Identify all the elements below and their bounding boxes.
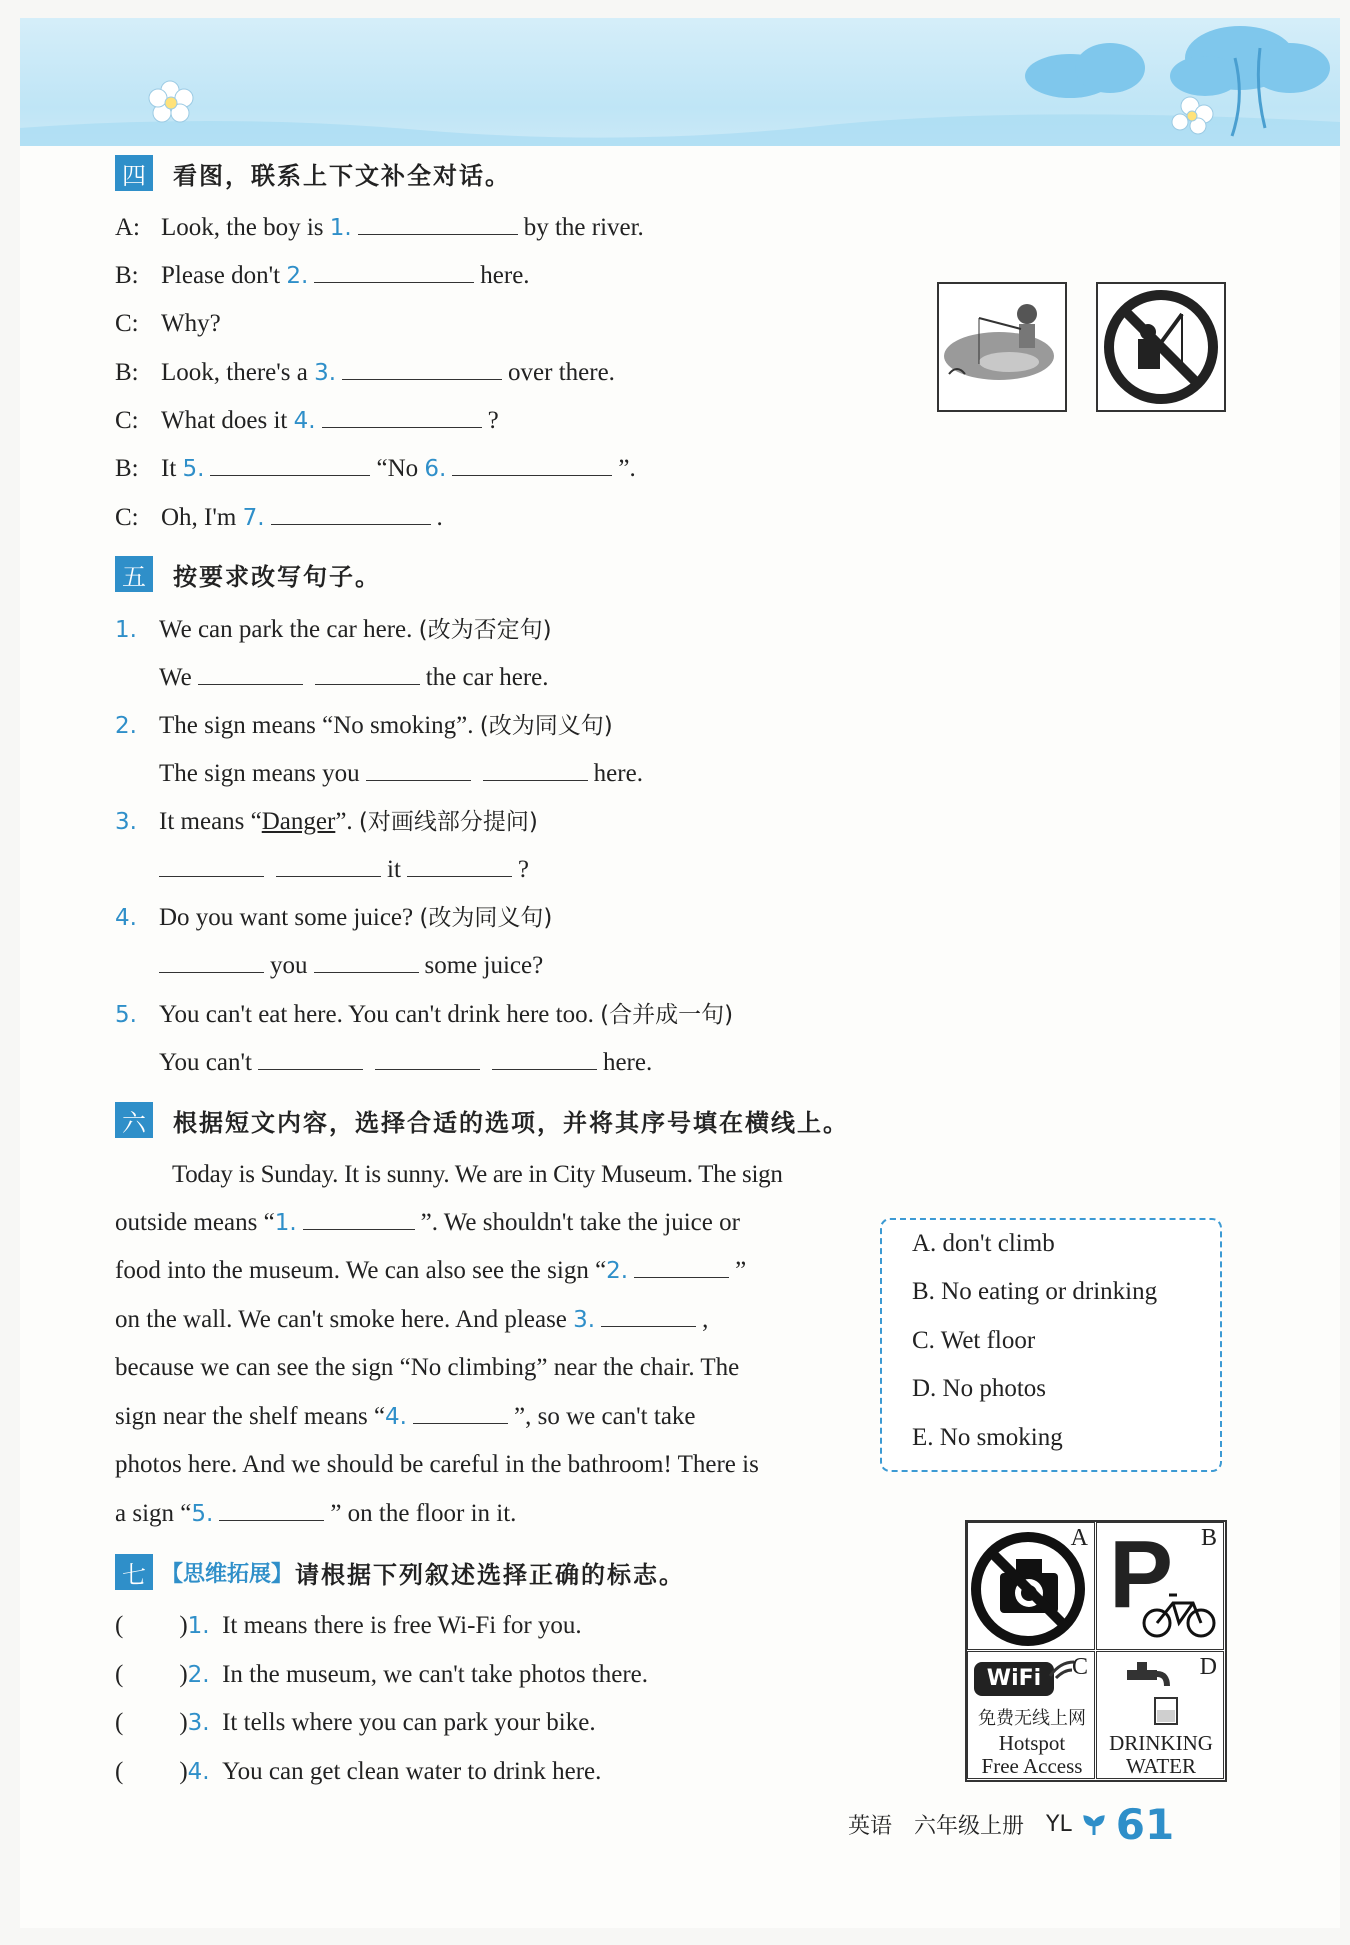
answer-blank[interactable] [159,854,264,877]
dialogue-line: B: It 5. “No 6. ”. [115,455,636,482]
thinking-tag: 【思维拓展】 [161,1560,294,1587]
sign-question: ( )1. It means there is free Wi-Fi for you. [115,1612,582,1639]
rewrite-answer: it ? [153,852,529,888]
answer-blank[interactable] [366,758,471,781]
passage-line: because we can see the sign “No climbing” near the chair. The [115,1354,740,1381]
option-e[interactable]: E. No smoking [912,1424,1063,1451]
footer-grade: 六年级上册 [914,1814,1025,1839]
passage-line: outside means “1. ”. We shouldn't take the juice or [115,1209,740,1236]
cloud-icon [1025,26,1330,98]
option-d[interactable]: D. No photos [912,1375,1047,1402]
section-title: 根据短文内容，选择合适的选项，并将其序号填在横线上。 [173,1108,849,1137]
answer-blank[interactable] [159,950,264,973]
answer-blank[interactable] [314,260,474,283]
rewrite-question: 3. It means “Danger”. (对画线部分提问) [115,808,538,835]
page-number: 61 [1115,1800,1175,1849]
section-5-header [115,556,381,592]
parking-p: P [1109,1521,1174,1628]
answer-blank[interactable] [198,662,303,685]
rewrite-question: 4. Do you want some juice? (改为同义句) [115,904,553,931]
rewrite-answer: You can't here. [159,1049,653,1076]
answer-blank[interactable] [407,854,512,877]
section-badge: 五 [115,556,153,592]
sign-a-no-photos: A [967,1522,1095,1650]
option-a[interactable]: A. don't climb [912,1230,1055,1257]
passage-line: on the wall. We can't smoke here. And please 3. , [115,1306,709,1333]
signs-grid [965,1520,1227,1782]
sign-d-drinking-water: D DRINKING WATER [1096,1651,1224,1779]
section-4-header [115,155,511,191]
answer-blank[interactable] [358,212,518,235]
section-title: 看图，联系上下文补全对话。 [173,161,511,190]
passage-line: Today is Sunday. It is sunny. We are in City Museum. The sign [172,1161,783,1188]
answer-blank[interactable] [210,453,370,476]
section-title: 按要求改写句子。 [173,562,381,591]
answer-blank[interactable] [258,1047,363,1070]
sign-question: ( )4. You can get clean water to drink here. [115,1758,602,1785]
option-c[interactable]: C. Wet floor [912,1327,1036,1354]
dialogue-line: C: What does it 4. ? [115,407,499,434]
passage-line: photos here. And we should be careful in the bathroom! There is [115,1451,759,1478]
boy-fishing-picture [937,282,1067,412]
section-6-header [115,1102,849,1138]
answer-blank[interactable] [271,502,431,525]
answer-blank[interactable] [452,453,612,476]
passage-line: a sign “5. ” on the floor in it. [115,1500,517,1527]
rewrite-answer: The sign means you here. [159,760,643,787]
footer-subject: 英语 [848,1814,893,1839]
answer-blank[interactable] [634,1255,729,1278]
answer-blank[interactable] [322,405,482,428]
answer-blank[interactable] [314,950,419,973]
rewrite-answer: you some juice? [153,948,543,984]
section-badge: 七 [115,1554,153,1590]
passage-line: food into the museum. We can also see the sign “2. ” [115,1257,747,1284]
answer-blank[interactable] [492,1047,597,1070]
answer-blank[interactable] [375,1047,480,1070]
section-title: 请根据下列叙述选择正确的标志。 [295,1560,686,1589]
rewrite-answer: We the car here. [159,664,549,691]
dialogue-line: A: Look, the boy is 1. by the river. [115,214,644,241]
dialogue-line: B: Look, there's a 3. over there. [115,359,615,386]
options-box [880,1218,1222,1472]
sign-question: ( )2. In the museum, we can't take photos there. [115,1661,649,1688]
answer-blank[interactable] [276,854,381,877]
footer-edition: YL [1046,1812,1072,1837]
option-b[interactable]: B. No eating or drinking [912,1278,1158,1305]
answer-blank[interactable] [483,758,588,781]
answer-blank[interactable] [601,1304,696,1327]
rewrite-question: 1. We can park the car here. (改为否定句) [115,616,552,643]
dialogue-line: C: Oh, I'm 7. . [115,504,443,531]
answer-blank[interactable] [413,1401,508,1424]
sign-b-bike-parking: P B [1096,1522,1224,1650]
rewrite-question: 5. You can't eat here. You can't drink here too. (合并成一句) [115,1001,734,1028]
leaf-icon [1082,1813,1106,1837]
passage-line: sign near the shelf means “4. ”, so we can't take [115,1403,696,1430]
wifi-logo: WiFi [974,1662,1054,1696]
section-badge: 六 [115,1102,153,1138]
section-7-header [115,1554,685,1590]
answer-blank[interactable] [315,662,420,685]
answer-blank[interactable] [303,1207,415,1230]
dialogue-line: C: Why? [115,310,221,337]
sign-c-free-wifi: WiFi C 免费无线上网 Hotspot Free Access [967,1651,1095,1779]
section-badge: 四 [115,155,153,191]
dialogue-line: B: Please don't 2. here. [115,262,530,289]
page-footer [848,1800,1174,1849]
header-banner [20,18,1340,146]
rewrite-question: 2. The sign means “No smoking”. (改为同义句) [115,712,613,739]
answer-blank[interactable] [219,1498,324,1521]
answer-blank[interactable] [342,357,502,380]
no-fishing-sign [1096,282,1226,412]
sign-question: ( )3. It tells where you can park your bike. [115,1709,596,1736]
